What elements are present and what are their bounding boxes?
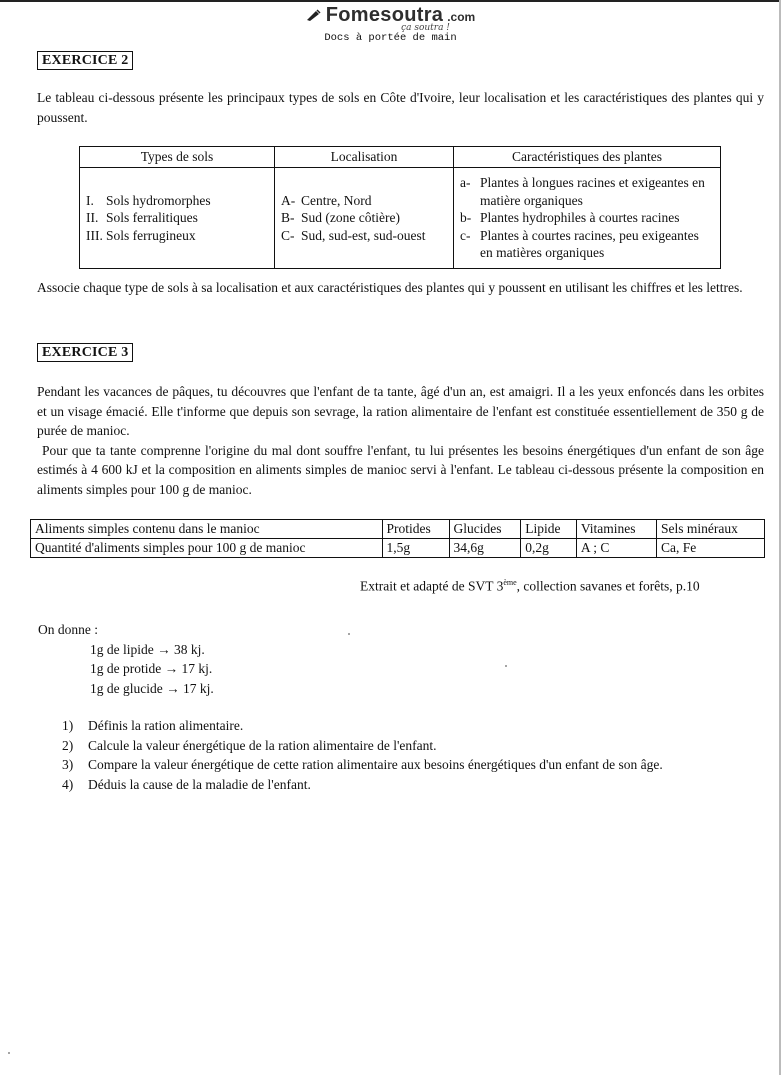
scan-speck [505, 665, 507, 667]
exercise-3-text [37, 382, 764, 499]
logo-name: Fomesoutra [325, 4, 444, 26]
logo-tagline: ça soutra ! [401, 23, 450, 33]
exercise-2-intro [37, 88, 764, 127]
exercise-2-instruction-text: Associe chaque type de sols à sa localisation et aux caractéristiques des plantes qui y poussent en utilisant les chiffres et les lettres. [37, 280, 743, 295]
soil-types-list [86, 192, 268, 245]
list-item: II. Sols ferralitiques [86, 210, 198, 226]
source-citation: Extrait et adapté de SVT 3ème, collection savanes et forêts, p.10 [360, 578, 700, 594]
manioc-composition-table [30, 519, 765, 558]
logo-tld: .com [447, 10, 476, 24]
given-data [38, 620, 214, 698]
exercise-3-paragraph-2: Pour que ta tante comprenne l'origine du mal dont souffre l'enfant, tu lui présentes les besoins énergétiques d'un enfant de son âge estimés à 4 600 kJ et la composition en aliments simples de manioc servi à l'enfant. Le tableau ci-dessous présente la composition en aliments simples pour 100 g de manioc. [37, 442, 764, 497]
scan-speck [8, 1052, 10, 1054]
table-cell: Protides [382, 520, 449, 539]
question-item: 1) Définis la ration alimentaire. [62, 718, 244, 733]
header-soil-types: Types de sols [80, 147, 275, 168]
list-item: c- Plantes à courtes racines, peu exigeantes en matières organiques [460, 227, 699, 261]
table-cell: Glucides [449, 520, 521, 539]
exercise-2-title: EXERCICE 2 [37, 51, 133, 70]
table-cell: 0,2g [521, 539, 577, 558]
header-plant-characteristics: Caractéristiques des plantes [454, 147, 721, 168]
header-location: Localisation [275, 147, 454, 168]
list-item: b- Plantes hydrophiles à courtes racines [460, 210, 680, 226]
exercise-3-paragraph-1: Pendant les vacances de pâques, tu découvres que l'enfant de ta tante, âgé d'un an, est amaigri. Il a les yeux enfoncés dans les orbites et un visage émacié. Elle t'informe que depuis son sevrage, la ration alimentaire de l'enfant est constituée essentiellement de 350 g de purée de manioc. [37, 384, 764, 438]
list-item: A- Centre, Nord [281, 192, 372, 208]
table-cell: Aliments simples contenu dans le manioc [31, 520, 383, 539]
table-cell: 34,6g [449, 539, 521, 558]
given-label: On donne : [38, 622, 98, 637]
question-item: 4) Déduis la cause de la maladie de l'enfant. [62, 776, 311, 792]
pen-icon [306, 9, 322, 21]
list-item: B- Sud (zone côtière) [281, 210, 400, 226]
table-cell: 1,5g [382, 539, 449, 558]
soil-types-table [79, 146, 721, 269]
table-row [80, 168, 721, 269]
list-item: III. Sols ferrugineux [86, 227, 196, 243]
table-row [31, 520, 765, 539]
table-cell: Sels minéraux [656, 520, 764, 539]
table-header-row [80, 147, 721, 168]
given-item: 1g de lipide → 38 kj. [90, 641, 205, 657]
table-cell: Ca, Fe [656, 539, 764, 558]
scan-speck [348, 633, 350, 635]
question-item: 3) Compare la valeur énergétique de cette ration alimentaire aux besoins énergétiques d'un enfant de son âge. [62, 757, 663, 772]
list-item: C- Sud, sud-est, sud-ouest [281, 227, 426, 243]
table-row [31, 539, 765, 558]
soil-types-cell [80, 168, 275, 269]
list-item: I. Sols hydromorphes [86, 192, 211, 208]
characteristics-list [460, 174, 714, 262]
given-item: 1g de protide → 17 kj. [90, 661, 213, 676]
locations-list [281, 192, 447, 245]
question-list [62, 716, 663, 794]
table-cell: Vitamines [576, 520, 656, 539]
exercise-3-title: EXERCICE 3 [37, 343, 133, 362]
locations-cell [275, 168, 454, 269]
given-item: 1g de glucide → 17 kj. [90, 680, 214, 696]
exercise-2-intro-text: Le tableau ci-dessous présente les principaux types de sols en Côte d'Ivoire, leur localisation et les caractéristiques des plantes qui y poussent. [37, 90, 764, 125]
list-item: a- Plantes à longues racines et exigeantes en matière organiques [460, 175, 705, 208]
site-header [0, 4, 781, 44]
logo-slogan: Docs à portée de main [324, 32, 457, 44]
top-border [0, 0, 781, 2]
exercise-2-instruction [37, 278, 764, 298]
table-cell: Lipide [521, 520, 577, 539]
table-cell: Quantité d'aliments simples pour 100 g de manioc [31, 539, 383, 558]
question-item: 2) Calcule la valeur énergétique de la ration alimentaire de l'enfant. [62, 737, 437, 753]
characteristics-cell [454, 168, 721, 269]
table-cell: A ; C [576, 539, 656, 558]
